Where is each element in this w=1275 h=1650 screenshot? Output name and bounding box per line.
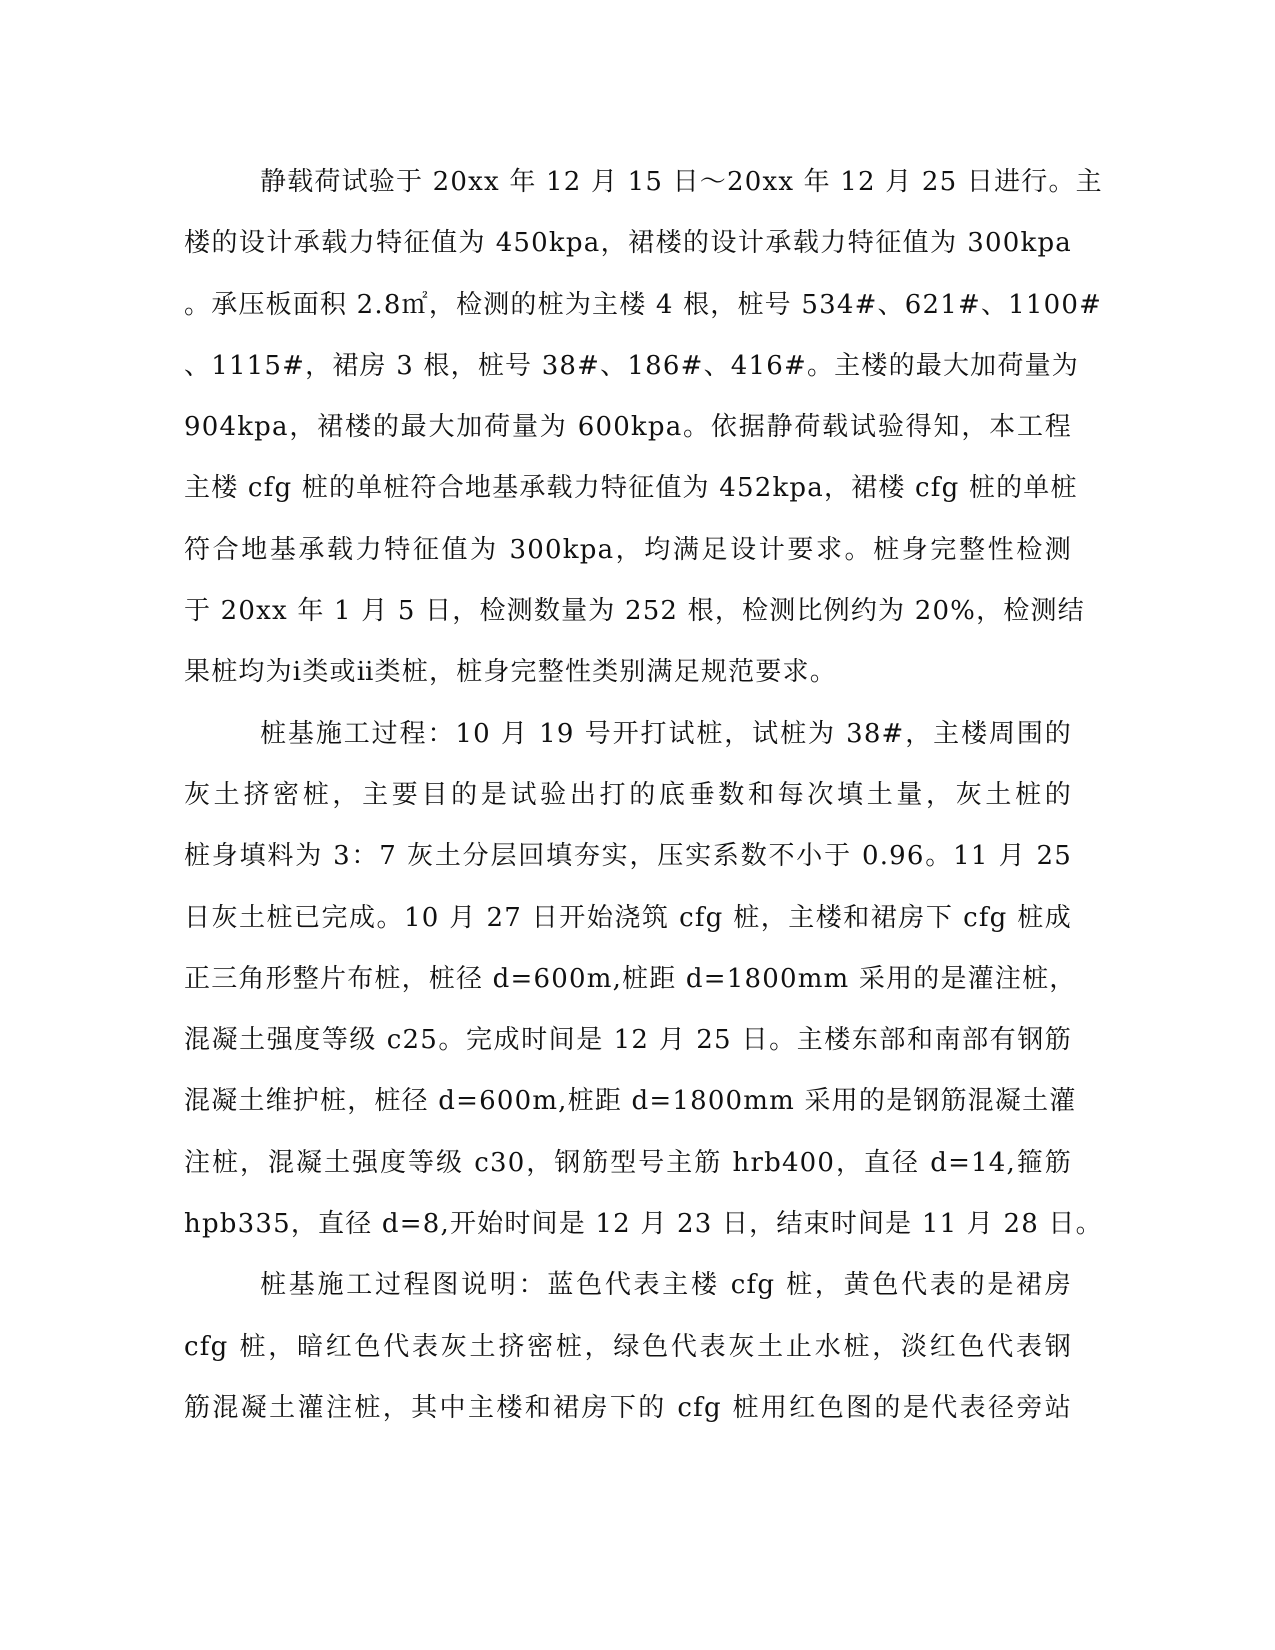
paragraph-line: 桩身填料为 3：7 灰土分层回填夯实，压实系数不小于 0.96。11 月 25 [184, 841, 1072, 872]
paragraph-line: 混凝土强度等级 c25。完成时间是 12 月 25 日。主楼东部和南部有钢筋 [184, 1025, 1072, 1056]
paragraph-line: 静载荷试验于 20xx 年 12 月 15 日～20xx 年 12 月 25 日进行。主 [260, 167, 1103, 197]
paragraph-line: 混凝土维护桩，桩径 d=600m,桩距 d=1800mm 采用的是钢筋混凝土灌 [184, 1086, 1077, 1117]
paragraph-line: 日灰土桩已完成。10 月 27 日开始浇筑 cfg 桩，主楼和裙房下 cfg 桩成 [184, 902, 1072, 933]
paragraph-line: 灰土挤密桩，主要目的是试验出打的底垂数和每次填土量，灰土桩的 [184, 779, 1072, 810]
paragraph-line: cfg 桩，暗红色代表灰土挤密桩，绿色代表灰土止水桩，淡红色代表钢 [184, 1331, 1072, 1362]
body-text [184, 152, 1103, 1439]
paragraph-line: 于 20xx 年 1 月 5 日，检测数量为 252 根，检测比例约为 20%，检测结 [184, 596, 1085, 627]
paragraph-line: 、1115#，裙房 3 根，桩号 38#、186#、416#。主楼的最大加荷量为 [184, 350, 1079, 381]
paragraph-line: 正三角形整片布桩，桩径 d=600m,桩距 d=1800mm 采用的是灌注桩， [184, 963, 1077, 994]
paragraph-line: 注桩，混凝土强度等级 c30，钢筋型号主筋 hrb400，直径 d=14,箍筋 [184, 1147, 1072, 1178]
paragraph-line: 。承压板面积 2.8㎡，检测的桩为主楼 4 根，桩号 534#、621#、1100# [184, 289, 1103, 320]
paragraph-line: 符合地基承载力特征值为 300kpa，均满足设计要求。桩身完整性检测 [184, 534, 1072, 565]
paragraph-line: 楼的设计承载力特征值为 450kpa，裙楼的设计承载力特征值为 300kpa [184, 228, 1072, 259]
paragraph-line: hpb335，直径 d=8,开始时间是 12 月 23 日，结束时间是 11 月 28 日。 [184, 1209, 1103, 1240]
paragraph-line: 主楼 cfg 桩的单桩符合地基承载力特征值为 452kpa，裙楼 cfg 桩的单桩 [184, 473, 1078, 504]
paragraph-line: 桩基施工过程图说明：蓝色代表主楼 cfg 桩，黄色代表的是裙房 [260, 1270, 1072, 1301]
paragraph-line: 桩基施工过程：10 月 19 号开打试桩，试桩为 38#，主楼周围的 [260, 718, 1072, 749]
paragraph-line: 果桩均为ⅰ类或ⅱ类桩，桩身完整性类别满足规范要求。 [184, 657, 837, 688]
paragraph-line: 筋混凝土灌注桩，其中主楼和裙房下的 cfg 桩用红色图的是代表径旁站 [184, 1392, 1072, 1423]
paragraph-line: 904kpa，裙楼的最大加荷量为 600kpa。依据静荷载试验得知，本工程 [184, 412, 1072, 443]
